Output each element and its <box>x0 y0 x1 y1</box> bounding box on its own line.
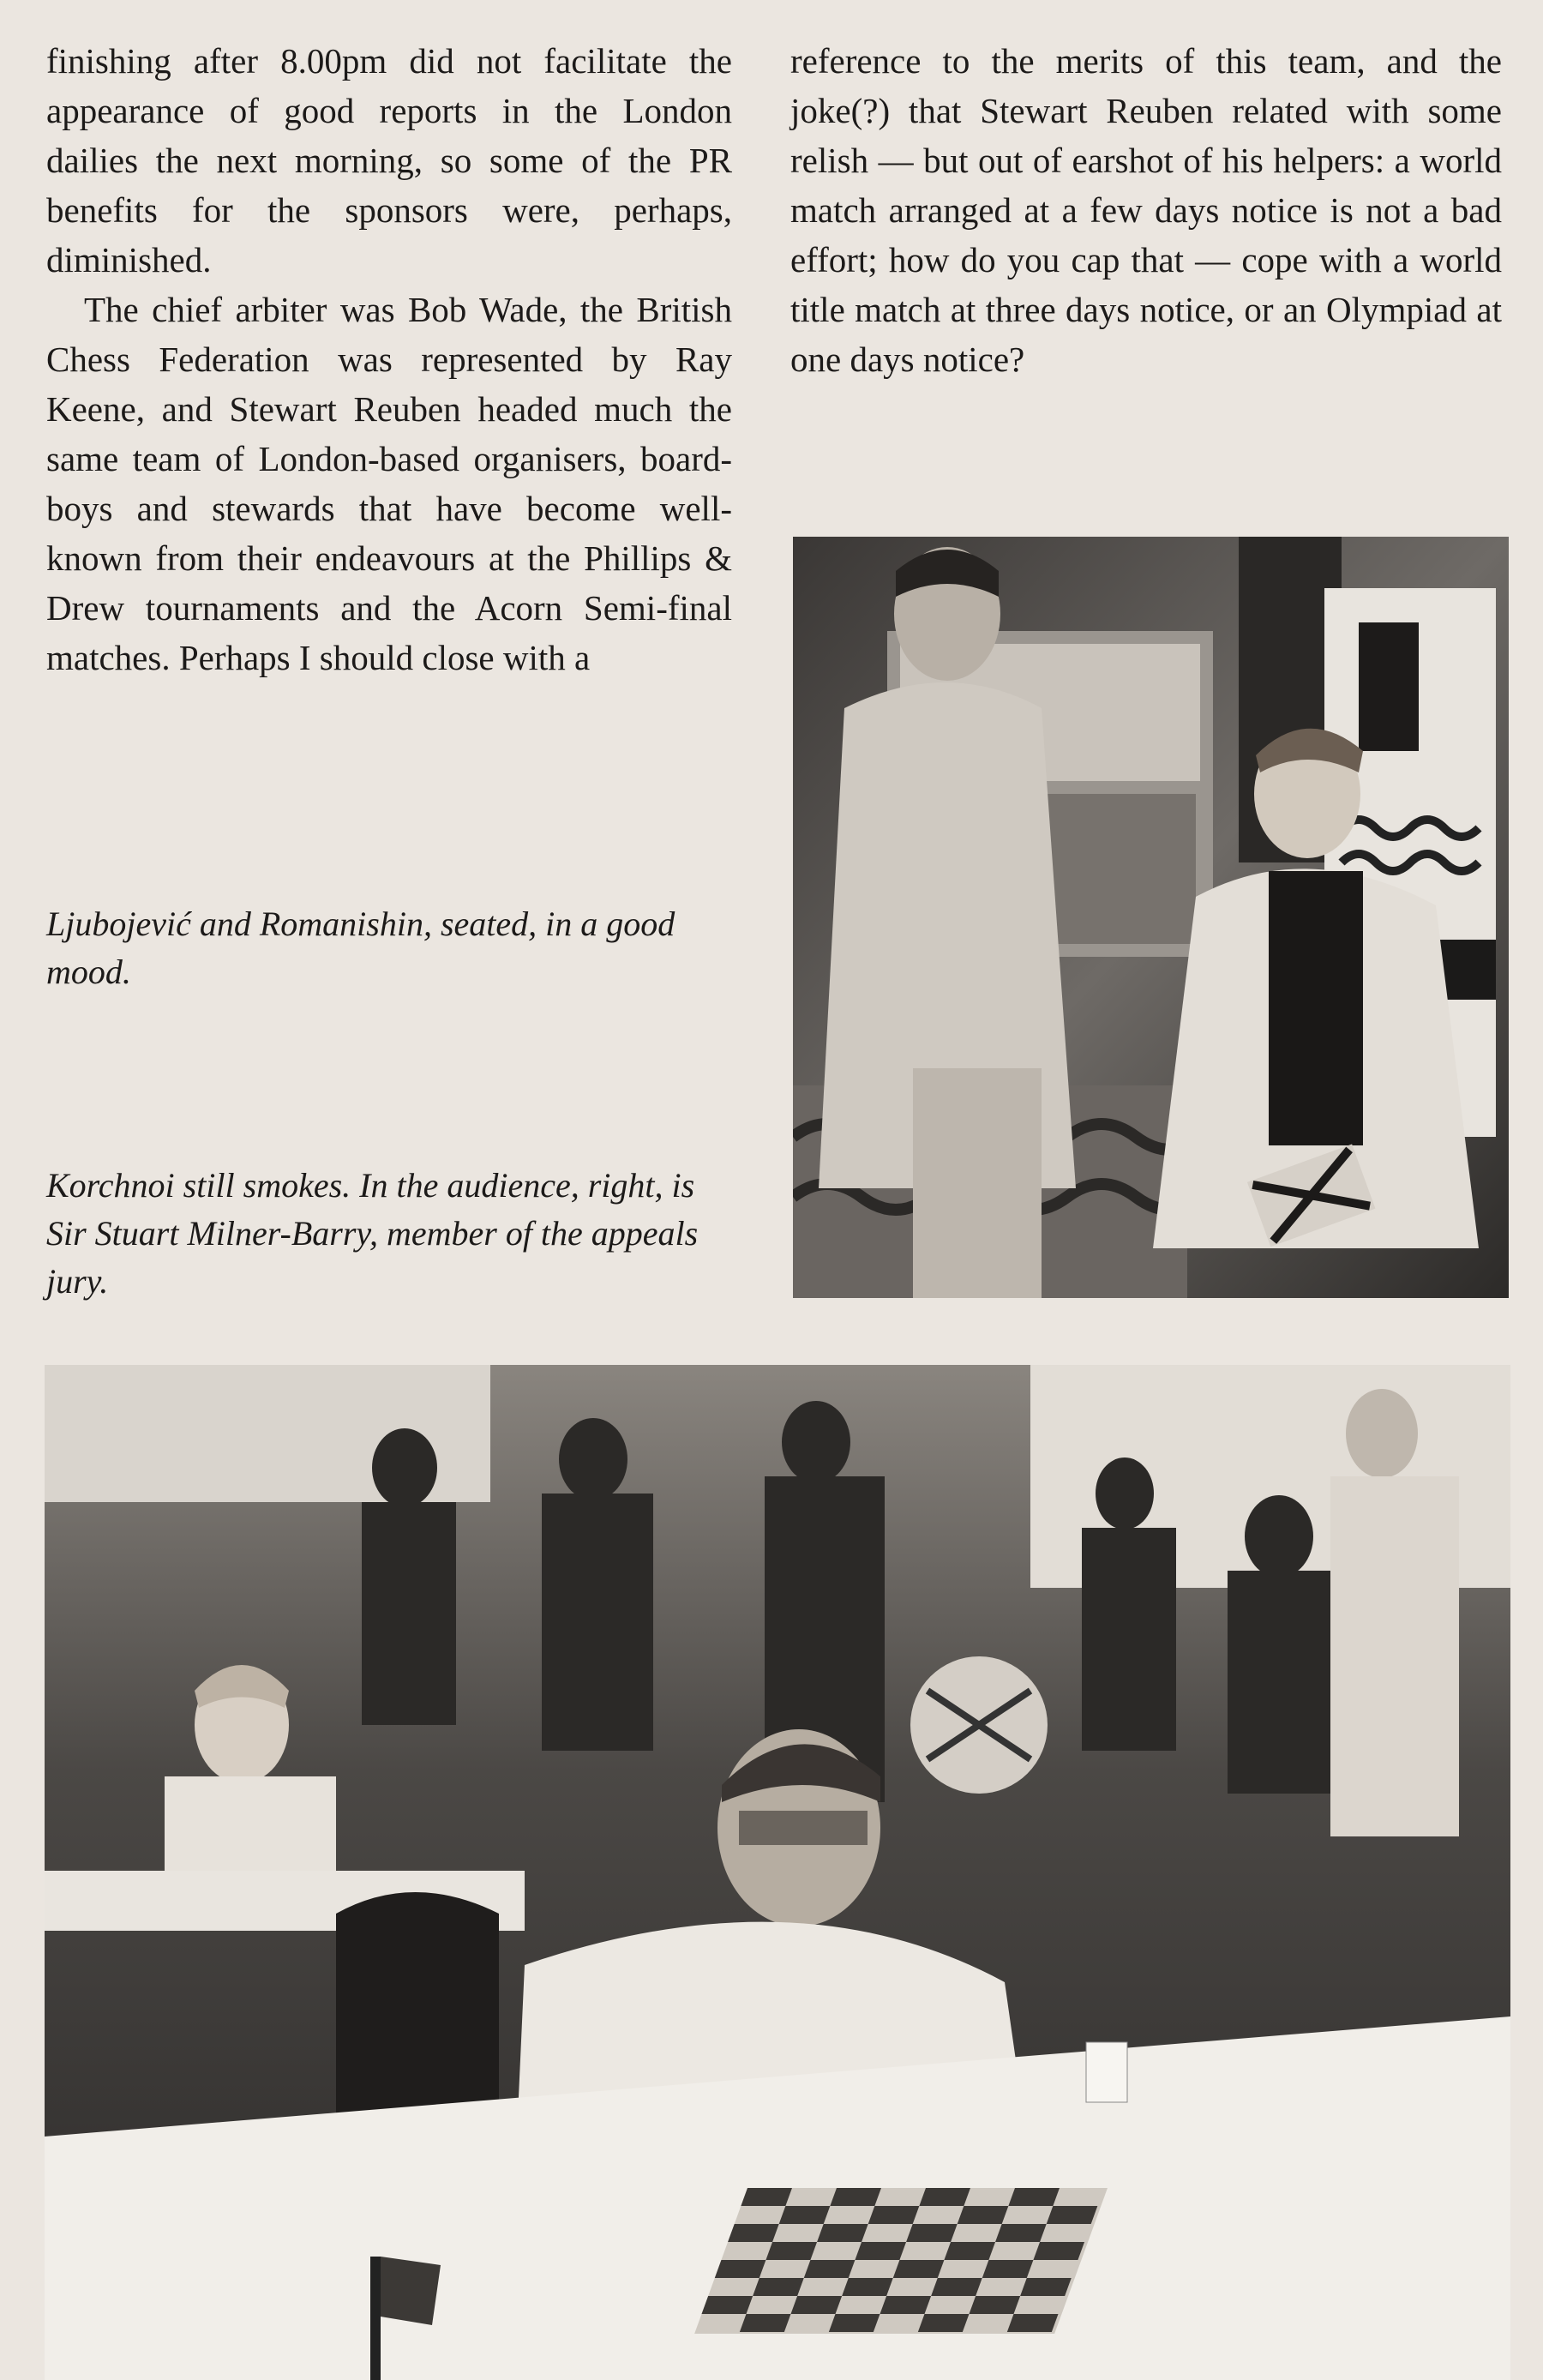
right-text-column <box>790 36 1502 384</box>
photo-illustration <box>793 537 1509 1298</box>
photo-caption-top: Ljubojević and Romanishin, seated, in a good mood. <box>46 905 675 991</box>
photo-korchnoi-audience <box>45 1365 1510 2380</box>
left-text-column <box>46 36 732 682</box>
photo-illustration <box>45 1365 1510 2380</box>
paragraph: finishing after 8.00pm did not facilitate the appearance of good reports in the London dailies the next morning, so some of the PR benefits for the sponsors were, perhaps, diminished. <box>46 41 732 279</box>
photo-ljubojevic-romanishin <box>793 537 1509 1298</box>
photo-caption-bottom: Korchnoi still smokes. In the audience, right, is Sir Stuart Milner-Barry, member of the appeals jury. <box>46 1166 699 1301</box>
paragraph: reference to the merits of this team, and the joke(?) that Stewart Reuben related with some relish — but out of earshot of his helpers: a world match arranged at a few days notice is not a bad effort; how do you cap that — cope with a world title match at three days notice, or an Olympiad at one days notice? <box>790 41 1502 379</box>
paragraph: The chief arbiter was Bob Wade, the British Chess Federation was represented by Ray Keene, and Stewart Reuben headed much the same team of London-based organisers, board-boys and stewards that have become well-known from their endeavours at the Phillips & Drew tournaments and the Acorn Semi-final matches. Perhaps I should close with a <box>46 290 732 677</box>
